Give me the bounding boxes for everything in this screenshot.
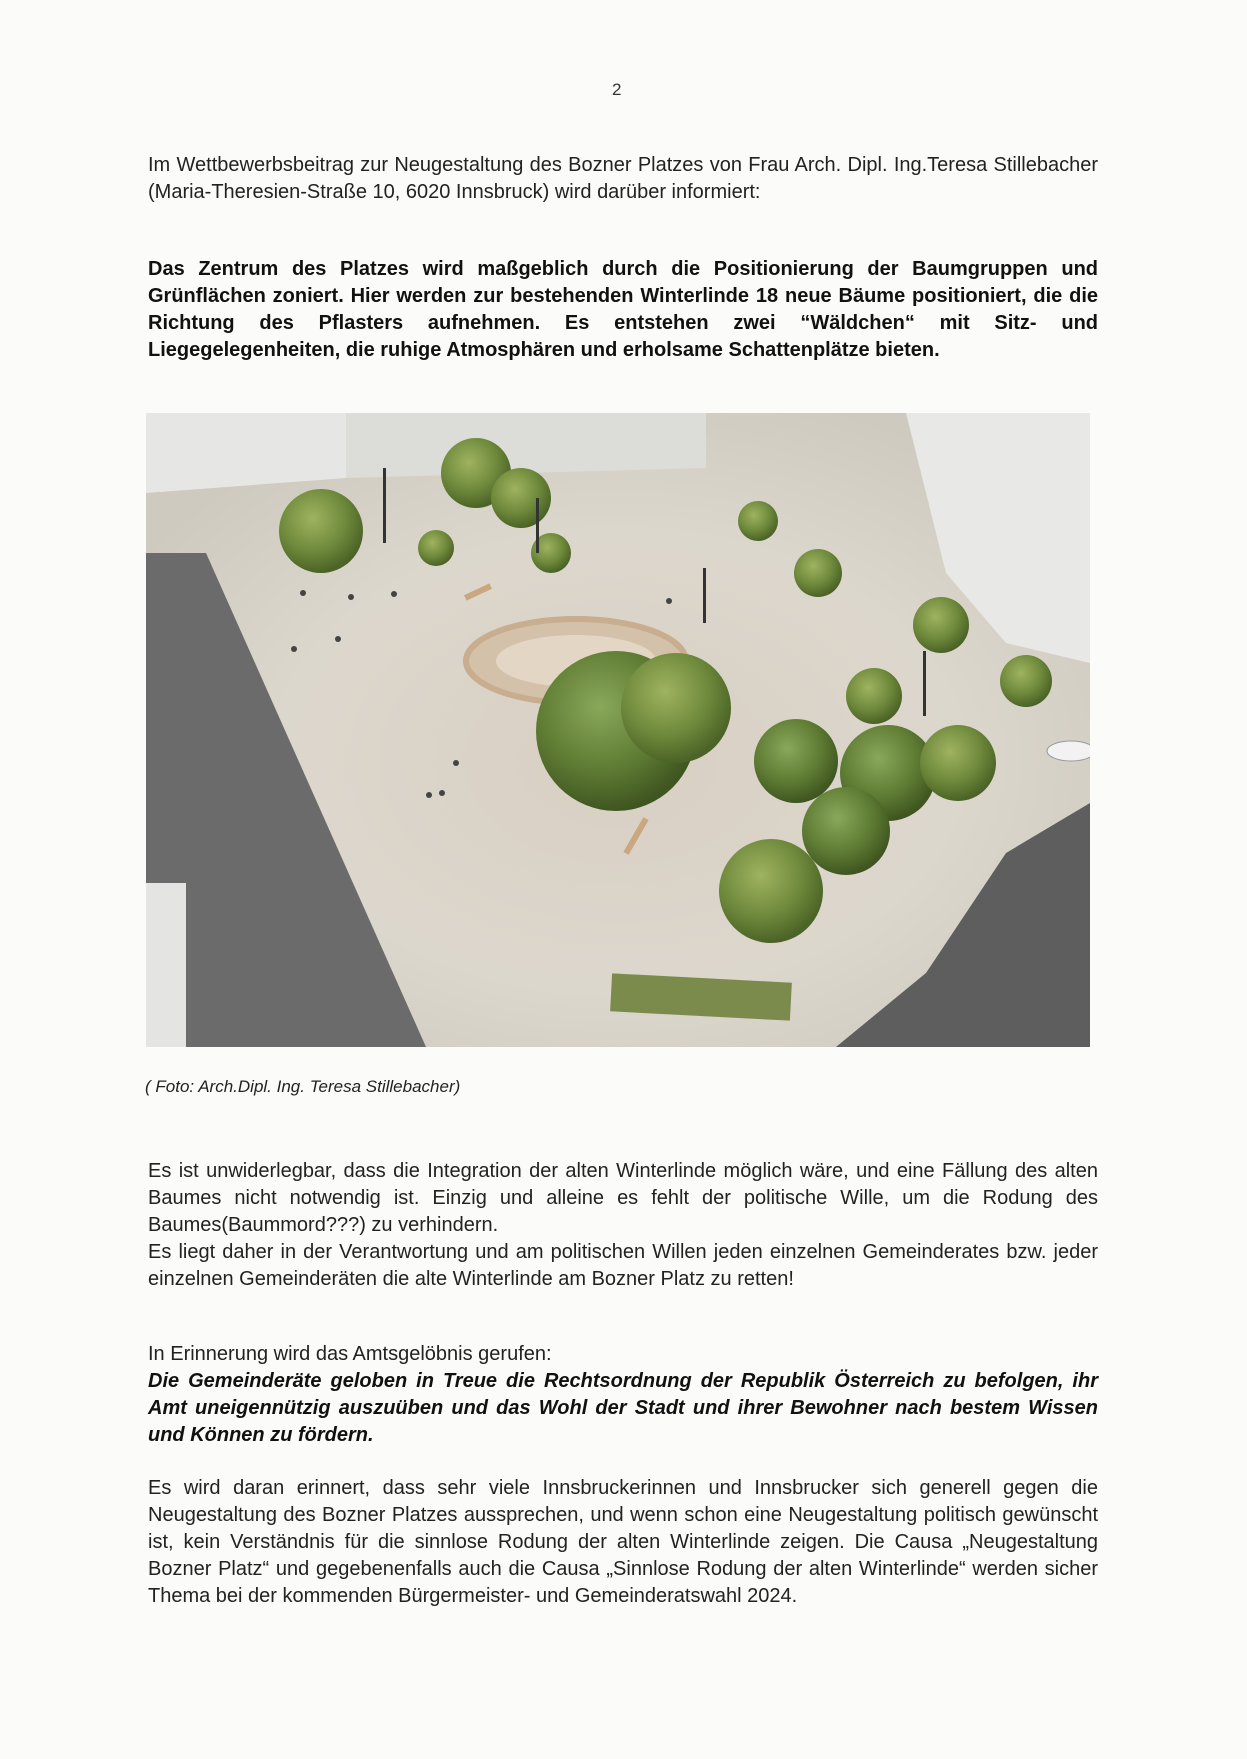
- oath-intro: In Erinnerung wird das Amtsgelöbnis gerufen:: [148, 1343, 552, 1365]
- page-number: 2: [612, 80, 622, 99]
- quote-paragraph: Das Zentrum des Platzes wird maßgeblich durch die Positionierung der Baumgruppen und Grünflächen zoniert. Hier werden zur bestehenden Winterlinde 18 neue Bäume positioniert, die die Richtung des Pflasters aufnehmen. Es entstehen zwei “Wäldchen“ mit Sitz- und Liegegelegenheiten, die ruhige Atmosphären und erholsame Schattenplätze bieten.: [148, 258, 1098, 361]
- intro-paragraph: Im Wettbewerbsbeitrag zur Neugestaltung des Bozner Platzes von Frau Arch. Dipl. Ing.Teresa Stillebacher (Maria-Theresien-Straße 10, 6020 Innsbruck) wird darüber informiert:: [148, 154, 1098, 203]
- body-paragraph-1: Es ist unwiderlegbar, dass die Integration der alten Winterlinde möglich wäre, und eine Fällung des alten Baumes nicht notwendig ist. Einzig und alleine es fehlt der politische Wille, um die Rodung des Baumes(Baummord???) zu verhindern.: [148, 1160, 1098, 1236]
- body-paragraph-2: Es liegt daher in der Verantwortung und am politischen Willen jeden einzelnen Gemeinderates bzw. jeder einzelnen Gemeinderäten die alte Winterlinde am Bozner Platz zu retten!: [148, 1241, 1098, 1290]
- final-paragraph: Es wird daran erinnert, dass sehr viele Innsbruckerinnen und Innsbrucker sich generell gegen die Neugestaltung des Bozner Platzes aussprechen, und wenn schon eine Neugestaltung politisch gewünscht ist, kein Verständnis für die sinnlose Rodung der alten Winterlinde zeigen. Die Causa „Neugestaltung Bozner Platz“ und gegebenenfalls auch die Causa „Sinnlose Rodung der alten Winterlinde“ werden sicher Thema bei der kommenden Bürgermeister- und Gemeinderatswahl 2024.: [148, 1477, 1098, 1607]
- photo-caption: ( Foto: Arch.Dipl. Ing. Teresa Stillebacher): [145, 1077, 461, 1096]
- oath-text: Die Gemeinderäte geloben in Treue die Rechtsordnung der Republik Österreich zu befolgen, ihr Amt uneigennützig auszuüben und das Wohl der Stadt und ihrer Bewohner nach bestem Wissen und Können zu fördern.: [148, 1370, 1098, 1446]
- body-section: [148, 1158, 1098, 1293]
- plaza-aerial-image: [146, 413, 1090, 1047]
- rendering-photo: [146, 413, 1090, 1047]
